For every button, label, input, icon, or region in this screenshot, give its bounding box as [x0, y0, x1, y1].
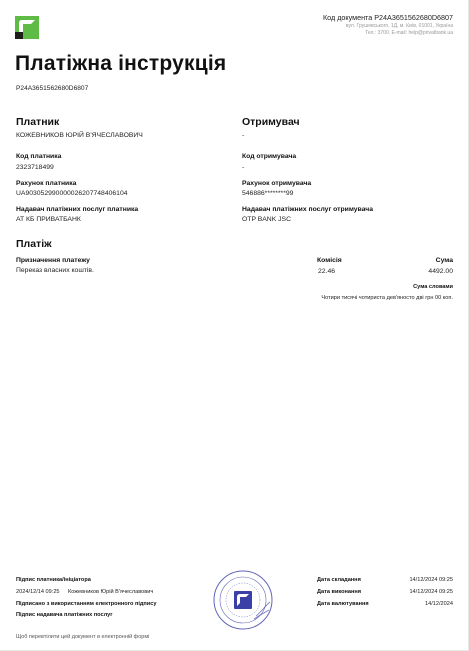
bank-stamp-seal [212, 569, 274, 631]
value-date-value: 14/12/2024 [425, 601, 453, 607]
payer-provider-value: АТ КБ ПРИВАТБАНК [16, 216, 81, 223]
document-number: P24A3651562680D6807 [16, 85, 89, 92]
signature-datetime: 2024/12/14 09:25 [16, 589, 60, 595]
recipient-account-label: Рахунок отримувача [242, 180, 312, 187]
recipient-name: - [242, 132, 245, 139]
amount-words-value: Чотири тисячі чотириста дев'яносто дві грн 00 коп. [321, 295, 453, 301]
verify-note: Щоб перевтілити цей документ в електронній формі [16, 634, 150, 640]
e-signed-note: Підписано з використанням електронного підпису [16, 601, 157, 607]
payer-code-value: 2323718499 [16, 164, 54, 171]
address-line-1: вул. Грушевського, 1Д, м. Київ, 01001, Україна [345, 23, 453, 29]
page-title: Платіжна інструкція [15, 52, 227, 75]
amount-label: Сума [435, 257, 453, 264]
commission-value: 22.46 [318, 268, 336, 275]
signature-name: Кожевников Юрій В'ячеславович [68, 589, 154, 595]
recipient-heading: Отримувач [242, 116, 300, 128]
payer-code-label: Код платника [16, 153, 62, 160]
created-date-label: Дата складання [317, 577, 361, 583]
recipient-account-value: 546886********99 [242, 190, 294, 197]
value-date-label: Дата валютування [317, 601, 369, 607]
payer-account-label: Рахунок платника [16, 180, 77, 187]
purpose-label: Призначення платежу [16, 257, 90, 264]
payment-heading: Платіж [16, 238, 52, 250]
payer-name: КОЖЕВНИКОВ ЮРІЙ В'ЯЧЕСЛАВОВИЧ [16, 132, 143, 139]
header-doc-code: Код документа P24A3651562680D6807 [323, 13, 453, 22]
amount-words-label: Сума словами [413, 284, 453, 290]
address-line-2: Тел.: 3700. E-mail: help@privatbank.ua [365, 30, 453, 36]
amount-value: 4492.00 [428, 268, 453, 275]
created-date-value: 14/12/2024 09:25 [409, 577, 453, 583]
recipient-provider-value: OTP BANK JSC [242, 216, 291, 223]
payer-provider-label: Надавач платіжних послуг платника [16, 206, 139, 213]
commission-label: Комісія [317, 257, 342, 264]
recipient-code-value: - [242, 164, 245, 171]
signature-label: Підпис платника/ініціатора [16, 577, 91, 583]
recipient-provider-label: Надавач платіжних послуг отримувача [242, 206, 373, 213]
executed-date-value: 14/12/2024 09:25 [409, 589, 453, 595]
executed-date-label: Дата виконання [317, 589, 362, 595]
privatbank-logo [15, 16, 39, 39]
payer-account-value: UA903052990000026207748406104 [16, 190, 128, 197]
header-address [346, 23, 453, 37]
purpose-value: Переказ власних коштів. [16, 267, 94, 274]
provider-signature-label: Підпис надавача платіжних послуг [16, 612, 113, 618]
payer-heading: Платник [16, 116, 60, 128]
recipient-code-label: Код отримувача [242, 153, 297, 160]
